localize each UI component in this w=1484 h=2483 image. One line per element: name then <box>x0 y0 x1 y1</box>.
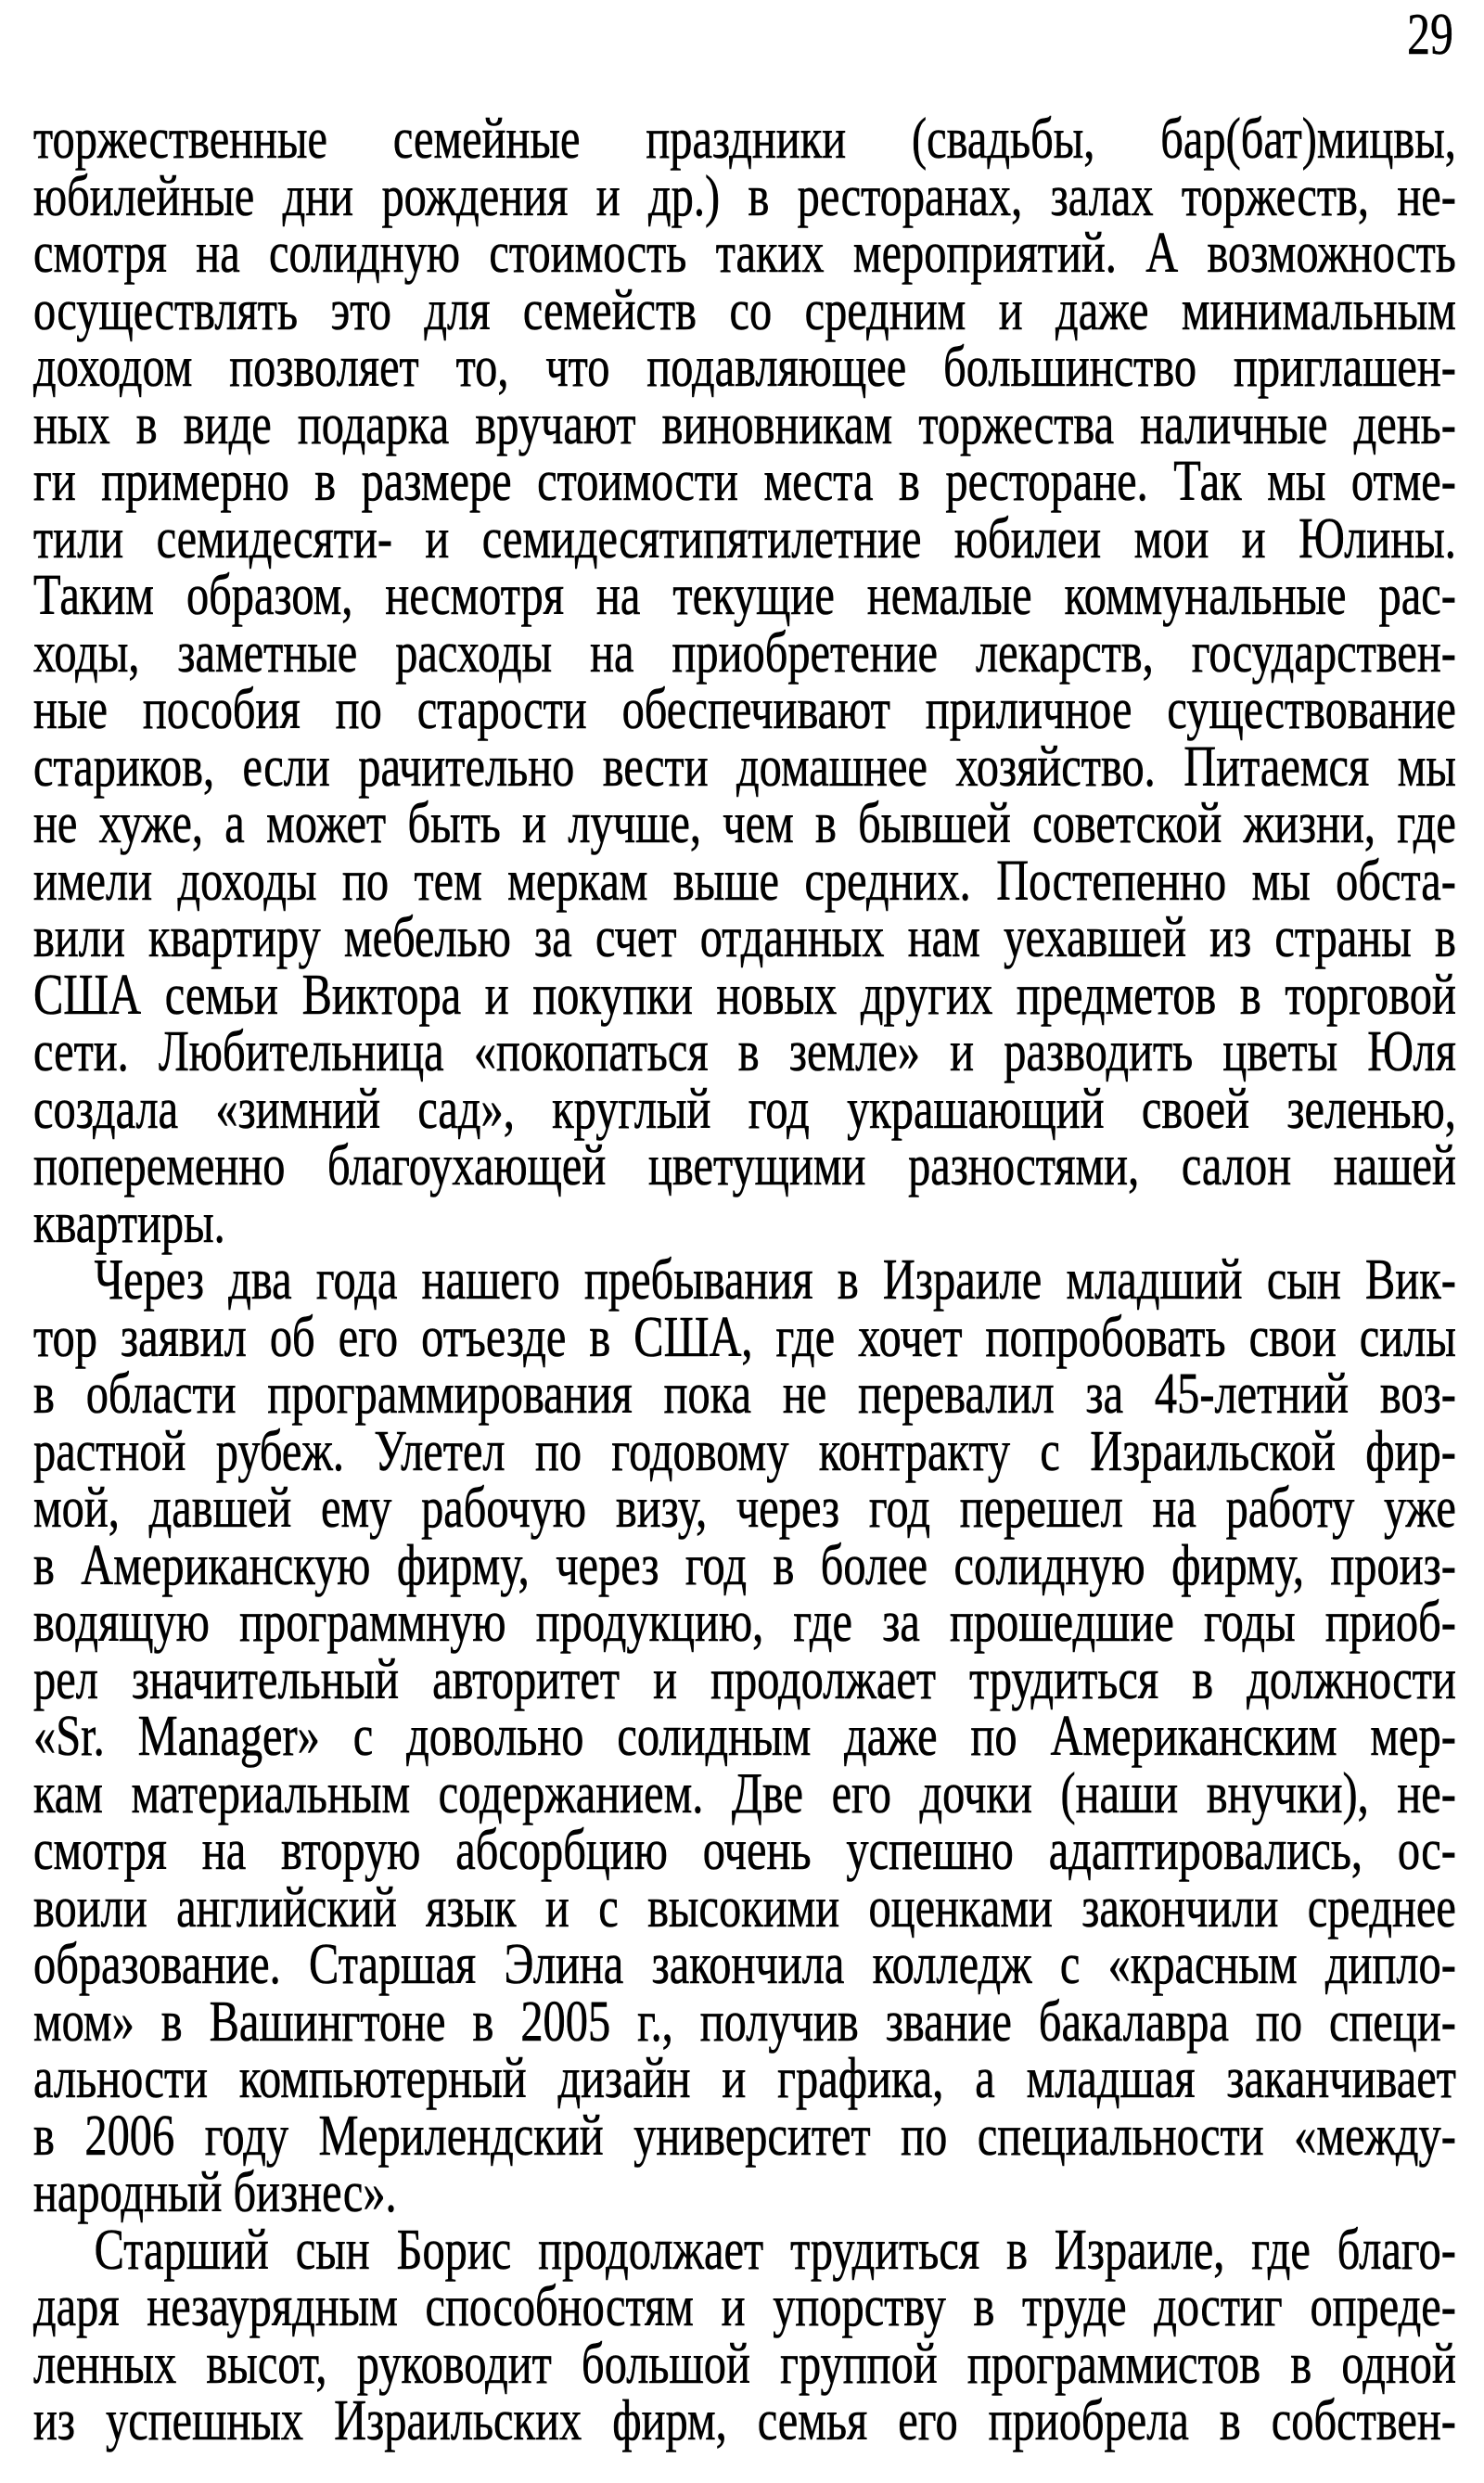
text-line: рел значительный авторитет и продолжает трудиться в должности <box>33 1647 1456 1711</box>
text-line: ленных высот, руководит большой группой программистов в одной <box>33 2332 1456 2396</box>
text-line: доходом позволяет то, что подавляющее большинство приглашен- <box>33 336 1456 399</box>
text-line: квартиры. <box>33 1191 225 1255</box>
text-line: юбилейные дни рождения и др.) в ресторанах, залах торжеств, не- <box>33 164 1456 228</box>
text-line: попеременно благоухающей цветущими разностями, салон нашей <box>33 1134 1456 1197</box>
text-line: растной рубеж. Улетел по годовому контракту с Израильской фир- <box>33 1419 1456 1483</box>
text-line: ные пособия по старости обеспечивают приличное существование <box>33 678 1456 741</box>
text-line: Через два года нашего пребывания в Израиле младший сын Вик- <box>94 1248 1456 1312</box>
text-line: мой, давшей ему рабочую визу, через год перешел на работу уже <box>33 1477 1456 1540</box>
text-line: осуществлять это для семейств со средним и даже минимальным <box>33 278 1456 342</box>
text-line: даря незаурядным способностям и упорству в труде достиг опреде- <box>33 2275 1456 2338</box>
text-line: из успешных Израильских фирм, семья его приобрела в собствен- <box>33 2389 1456 2452</box>
text-line: образование. Старшая Элина закончила колледж с «красным дипло- <box>33 1933 1456 1996</box>
text-line: «Sr. Manager» с довольно солидным даже по Американским мер- <box>33 1705 1456 1768</box>
text-line: сети. Любительница «покопаться в земле» и разводить цветы Юля <box>33 1020 1456 1083</box>
page-number: 29 <box>1407 1 1453 67</box>
text-line: в 2006 году Мерилендский университет по специальности «между- <box>33 2104 1456 2168</box>
text-line: тор заявил об его отъезде в США, где хочет попробовать свои силы <box>33 1305 1456 1369</box>
text-line: ги примерно в размере стоимости места в ресторане. Так мы отме- <box>33 450 1456 513</box>
text-line: народный бизнес». <box>33 2161 397 2224</box>
text-line: в Американскую фирму, через год в более солидную фирму, произ- <box>33 1533 1456 1597</box>
text-line: Таким образом, несмотря на текущие немалые коммунальные рас- <box>33 564 1456 627</box>
text-line: создала «зимний сад», круглый год украшающий своей зеленью, <box>33 1077 1456 1141</box>
text-line: смотря на вторую абсорбцию очень успешно адаптировались, ос- <box>33 1819 1456 1882</box>
text-line: вили квартиру мебелью за счет отданных нам уехавшей из страны в <box>33 906 1456 969</box>
text-line: воили английский язык и с высокими оценками закончили среднее <box>33 1875 1456 1939</box>
text-line: Старший сын Борис продолжает трудиться в Израиле, где благо- <box>94 2218 1456 2282</box>
text-line: ходы, заметные расходы на приобретение лекарств, государствен- <box>33 621 1456 685</box>
text-line: кам материальным содержанием. Две его дочки (наши внучки), не- <box>33 1761 1456 1825</box>
text-line: тили семидесяти- и семидесятипятилетние юбилеи мои и Юлины. <box>33 506 1456 570</box>
text-line: стариков, если рачительно вести домашнее хозяйство. Питаемся мы <box>33 735 1456 799</box>
text-line: альности компьютерный дизайн и графика, а младшая заканчивает <box>33 2047 1456 2110</box>
text-line: в области программирования пока не перевалил за 45-летний воз- <box>33 1363 1456 1426</box>
text-line: смотря на солидную стоимость таких мероприятий. А возможность <box>33 222 1456 285</box>
text-line: ных в виде подарка вручают виновникам торжества наличные день- <box>33 392 1456 456</box>
text-line: торжественные семейные праздники (свадьбы, бар(бат)мицвы, <box>33 108 1456 171</box>
body-text <box>33 108 1456 2452</box>
text-line: имели доходы по тем меркам выше средних. Постепенно мы обста- <box>33 849 1456 913</box>
text-line: водящую программную продукцию, где за прошедшие годы приоб- <box>33 1591 1456 1654</box>
text-line: мом» в Вашингтоне в 2005 г., получив звание бакалавра по специ- <box>33 1990 1456 2054</box>
text-line: не хуже, а может быть и лучше, чем в бывшей советской жизни, где <box>33 792 1456 855</box>
text-line: США семьи Виктора и покупки новых других предметов в торговой <box>33 963 1456 1027</box>
